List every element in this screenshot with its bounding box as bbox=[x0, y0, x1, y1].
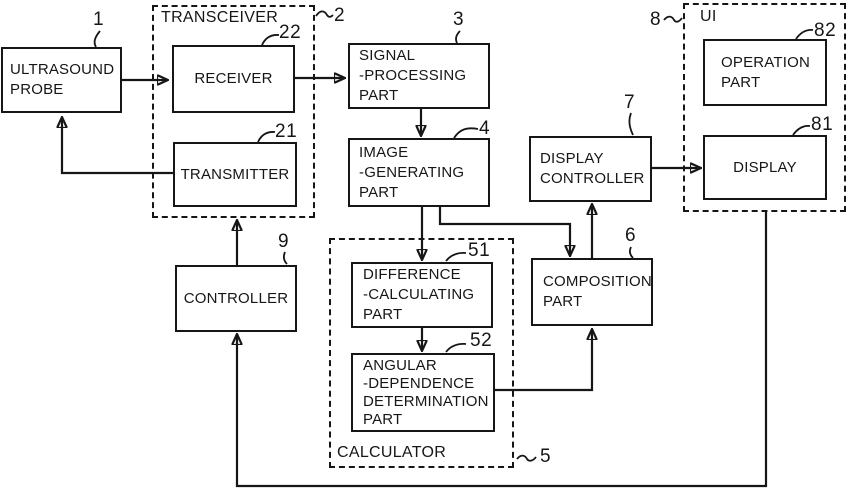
leader-ref-8 bbox=[664, 17, 682, 22]
block-image-generating-label: IMAGE -GENERATING PART bbox=[359, 143, 465, 201]
leader-ref-7 bbox=[629, 113, 633, 135]
leader-ref-3 bbox=[456, 31, 460, 43]
ref-21: 21 bbox=[275, 121, 298, 142]
ref-81: 81 bbox=[811, 114, 834, 135]
block-receiver-label: RECEIVER bbox=[194, 70, 273, 87]
leader-ref-4 bbox=[454, 128, 478, 138]
leader-ref-2 bbox=[316, 11, 333, 17]
ref-5: 5 bbox=[540, 446, 552, 467]
block-difference-calculating bbox=[351, 262, 493, 328]
block-receiver bbox=[172, 45, 295, 113]
ref-1: 1 bbox=[93, 9, 105, 30]
ref-2: 2 bbox=[334, 5, 346, 26]
ref-3: 3 bbox=[453, 9, 465, 30]
ref-8: 8 bbox=[650, 9, 662, 30]
block-composition-part-label: COMPOSITION PART bbox=[543, 273, 652, 310]
ref-6: 6 bbox=[625, 225, 637, 246]
group-transceiver-label: TRANSCEIVER bbox=[161, 9, 279, 26]
block-difference-calculating-label: DIFFERENCE -CALCULATING PART bbox=[363, 266, 475, 323]
block-controller-label: CONTROLLER bbox=[183, 289, 289, 307]
block-operation-part-label: OPERATION PART bbox=[721, 53, 811, 91]
ref-52: 52 bbox=[470, 330, 493, 351]
block-angular-dependence bbox=[351, 353, 495, 432]
leader-ref-9 bbox=[284, 252, 287, 264]
block-operation-part bbox=[703, 39, 827, 106]
ref-82: 82 bbox=[814, 20, 837, 41]
block-display bbox=[703, 135, 827, 200]
ref-4: 4 bbox=[479, 118, 491, 139]
leader-ref-5 bbox=[517, 456, 536, 461]
block-display-controller bbox=[529, 136, 652, 202]
block-ultrasound-probe-label: ULTRASOUND PROBE bbox=[10, 61, 115, 98]
block-composition-part bbox=[531, 258, 653, 326]
ref-51: 51 bbox=[468, 240, 491, 261]
leader-ref-1 bbox=[95, 31, 100, 47]
group-calculator-label: CALCULATOR bbox=[337, 444, 447, 461]
group-ui-label: UI bbox=[700, 8, 717, 25]
block-transmitter-label: TRANSMITTER bbox=[180, 165, 290, 183]
block-signal-processing-label: SIGNAL -PROCESSING PART bbox=[359, 47, 467, 104]
block-display-controller-label: DISPLAY CONTROLLER bbox=[540, 150, 645, 187]
leader-ref-6 bbox=[630, 247, 633, 258]
block-ultrasound-probe bbox=[1, 47, 122, 113]
ref-7: 7 bbox=[624, 92, 636, 113]
block-signal-processing bbox=[348, 43, 490, 109]
block-transmitter bbox=[173, 142, 297, 207]
block-controller bbox=[175, 265, 297, 332]
ref-22: 22 bbox=[279, 22, 302, 43]
block-image-generating bbox=[348, 138, 490, 207]
block-angular-dependence-label: ANGULAR -DEPENDENCE DETERMINATION PART bbox=[363, 356, 489, 428]
ref-9: 9 bbox=[278, 231, 290, 252]
block-display-label: DISPLAY bbox=[733, 158, 797, 176]
